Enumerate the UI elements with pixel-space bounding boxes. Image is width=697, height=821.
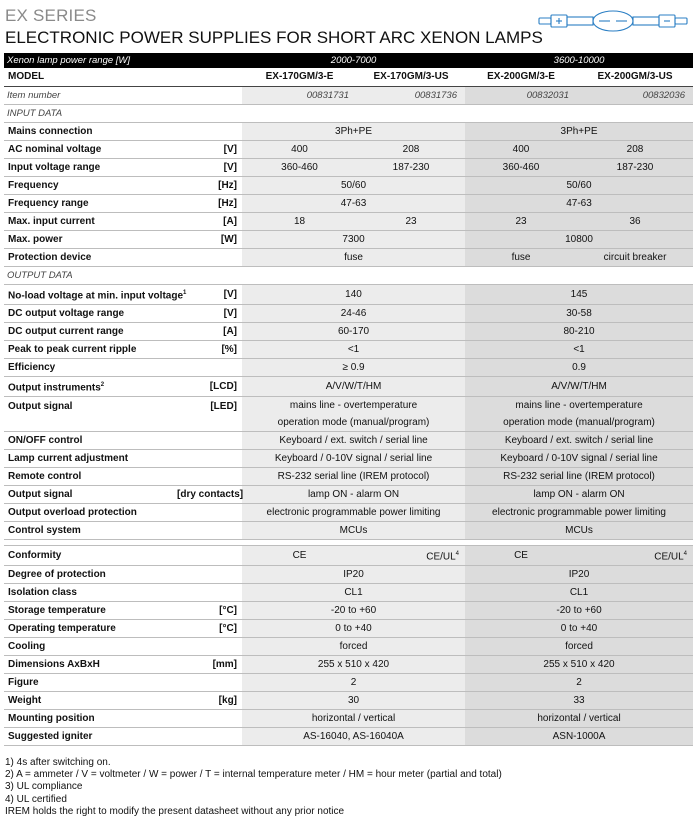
row-unit — [174, 522, 242, 540]
footnote-3: 3) UL compliance — [5, 781, 83, 793]
row-unit: [Hz] — [174, 176, 242, 194]
spec-table — [4, 53, 693, 746]
row-label: ON/OFF control — [4, 432, 174, 450]
cell-group1: ≥ 0.9 — [242, 358, 465, 376]
table-row — [4, 432, 693, 450]
row-unit: [A] — [174, 212, 242, 230]
row-unit: [V] — [174, 158, 242, 176]
cell — [357, 546, 465, 566]
cell-group2: MCUs — [465, 522, 693, 540]
cell-group2: 33 — [465, 692, 693, 710]
cell: 400 — [242, 140, 357, 158]
row-label: DC output current range — [4, 322, 174, 340]
table-row — [4, 158, 693, 176]
row-label: Mains connection — [4, 122, 174, 140]
cell-line: operation mode (manual/program) — [503, 417, 655, 429]
table-row — [4, 602, 693, 620]
cell-group2: 0.9 — [465, 358, 693, 376]
cell-group2: A/V/W/T/HM — [465, 376, 693, 396]
footnote-4: 4) UL certified — [5, 793, 67, 805]
cell: 23 — [465, 212, 577, 230]
row-unit — [174, 504, 242, 522]
disclaimer: IREM holds the right to modify the present datasheet without any prior notice — [5, 805, 345, 817]
cell-group1: 60-170 — [242, 322, 465, 340]
row-label: Control system — [4, 522, 174, 540]
cell-group1: 0 to +40 — [242, 620, 465, 638]
table-row — [4, 638, 693, 656]
cell-group1: -20 to +60 — [242, 602, 465, 620]
output-data-heading: OUTPUT DATA — [4, 266, 693, 284]
table-row — [4, 584, 693, 602]
row-label: Dimensions AxBxH — [4, 656, 174, 674]
cell-group1: AS-16040, AS-16040A — [242, 728, 465, 746]
item-number-2: 00831736 — [357, 86, 465, 104]
table-row — [4, 522, 693, 540]
cell-group2: Keyboard / ext. switch / serial line — [465, 432, 693, 450]
footnote-2: 2) A = ammeter / V = voltmeter / W = power / T = internal temperature meter / HM = hour meter (partial and total) — [5, 769, 502, 781]
row-label: Storage temperature — [4, 602, 174, 620]
row-unit — [174, 432, 242, 450]
model-row — [4, 68, 693, 86]
item-number-3: 00832031 — [465, 86, 577, 104]
row-label — [4, 284, 187, 304]
row-label: Suggested igniter — [4, 728, 174, 746]
cell-group1: Keyboard / 0-10V signal / serial line — [242, 450, 465, 468]
table-row — [4, 212, 693, 230]
row-label: Degree of protection — [4, 566, 174, 584]
power-range-label: Xenon lamp power range [W] — [4, 53, 242, 68]
cell: CE — [242, 546, 357, 566]
footnote-1: 1) 4s after switching on. — [5, 757, 111, 768]
cell: 208 — [577, 140, 693, 158]
cell-group1: electronic programmable power limiting — [242, 504, 465, 522]
row-unit — [174, 638, 242, 656]
table-row — [4, 284, 693, 304]
cell-group2: -20 to +60 — [465, 602, 693, 620]
cell-text: CE/UL — [654, 551, 684, 563]
cell-group2: 10800 — [465, 230, 693, 248]
cell-group1: RS-232 serial line (IREM protocol) — [242, 468, 465, 486]
table-row — [4, 230, 693, 248]
series-label: EX SERIES — [5, 6, 97, 25]
row-unit — [174, 450, 242, 468]
cell-group2: forced — [465, 638, 693, 656]
cell-group2: <1 — [465, 340, 693, 358]
row-label: Cooling — [4, 638, 174, 656]
cell-group2: 2 — [465, 674, 693, 692]
cell: circuit breaker — [577, 248, 693, 266]
cell-group1: MCUs — [242, 522, 465, 540]
cell-group1: A/V/W/T/HM — [242, 376, 465, 396]
table-row — [4, 376, 693, 396]
row-unit — [174, 248, 242, 266]
item-number-row — [4, 86, 693, 104]
row-label: Figure — [4, 674, 174, 692]
row-unit: [°C] — [174, 620, 242, 638]
row-label: Remote control — [4, 468, 174, 486]
cell-group1: horizontal / vertical — [242, 710, 465, 728]
cell-group2: lamp ON - alarm ON — [465, 486, 693, 504]
cell: 187-230 — [357, 158, 465, 176]
model-2: EX-170GM/3-US — [357, 68, 465, 86]
cell-group1: 47-63 — [242, 194, 465, 212]
footnote-ref: 4 — [455, 551, 460, 558]
table-row — [4, 304, 693, 322]
row-unit — [174, 468, 242, 486]
row-unit: [V] — [174, 140, 242, 158]
table-row — [4, 728, 693, 746]
row-unit: [LCD] — [174, 376, 242, 396]
footnote-ref: 1 — [183, 289, 187, 296]
row-unit: [mm] — [174, 656, 242, 674]
row-label — [4, 376, 174, 396]
row-unit — [174, 358, 242, 376]
table-row — [4, 486, 693, 504]
cell-group2: 30-58 — [465, 304, 693, 322]
cell-group1: 7300 — [242, 230, 465, 248]
row-label: Isolation class — [4, 584, 174, 602]
cell: 400 — [465, 140, 577, 158]
footnotes — [5, 757, 502, 818]
row-unit: [kg] — [174, 692, 242, 710]
table-row — [4, 340, 693, 358]
footnote-ref: 4 — [683, 551, 688, 558]
row-label: Peak to peak current ripple — [4, 340, 174, 358]
row-unit: [W] — [174, 230, 242, 248]
table-row — [4, 122, 693, 140]
row-label: Frequency range — [4, 194, 174, 212]
row-label: Efficiency — [4, 358, 174, 376]
cell-group1: forced — [242, 638, 465, 656]
row-label: Max. input current — [4, 212, 174, 230]
cell-group1: 2 — [242, 674, 465, 692]
cell-group1: 30 — [242, 692, 465, 710]
xenon-lamp-icon — [538, 9, 689, 33]
row-unit: [LED] — [174, 397, 242, 432]
table-row — [4, 248, 693, 266]
row-label: Protection device — [4, 248, 174, 266]
cell: 360-460 — [465, 158, 577, 176]
table-row — [4, 620, 693, 638]
row-label: Output signal — [4, 397, 174, 432]
table-row — [4, 322, 693, 340]
cell-group2: horizontal / vertical — [465, 710, 693, 728]
cell-line: mains line - overtemperature — [515, 400, 643, 412]
cell-group2: 255 x 510 x 420 — [465, 656, 693, 674]
row-label: Frequency — [4, 176, 174, 194]
row-unit: [A] — [174, 322, 242, 340]
cell-group2: 47-63 — [465, 194, 693, 212]
cell-line: mains line - overtemperature — [289, 400, 418, 412]
cell: 23 — [357, 212, 465, 230]
row-unit — [174, 674, 242, 692]
row-label: AC nominal voltage — [4, 140, 174, 158]
cell-group2: electronic programmable power limiting — [465, 504, 693, 522]
cell-group1: 140 — [242, 284, 465, 304]
cell-group2: 50/60 — [465, 176, 693, 194]
row-label: Lamp current adjustment — [4, 450, 174, 468]
model-3: EX-200GM/3-E — [465, 68, 577, 86]
cell-group2: 80-210 — [465, 322, 693, 340]
row-unit — [174, 584, 242, 602]
cell-group1: 3Ph+PE — [242, 122, 465, 140]
cell: 187-230 — [577, 158, 693, 176]
output-data-section — [4, 266, 693, 284]
table-row — [4, 140, 693, 158]
cell-group1: fuse — [242, 248, 465, 266]
row-label: Weight — [4, 692, 174, 710]
table-row — [4, 656, 693, 674]
model-label: MODEL — [4, 68, 242, 86]
model-1: EX-170GM/3-E — [242, 68, 357, 86]
row-label: Max. power — [4, 230, 174, 248]
cell-group2: 0 to +40 — [465, 620, 693, 638]
row-unit: [%] — [174, 340, 242, 358]
cell: 18 — [242, 212, 357, 230]
table-row — [4, 358, 693, 376]
power-range-row — [4, 53, 693, 68]
row-unit — [174, 710, 242, 728]
cell-group2 — [465, 397, 693, 432]
table-row — [4, 710, 693, 728]
table-row — [4, 468, 693, 486]
row-unit — [174, 546, 242, 566]
row-unit: [dry contacts] — [174, 486, 242, 504]
cell-line: operation mode (manual/program) — [277, 417, 430, 429]
table-row — [4, 176, 693, 194]
cell-group2: 145 — [465, 284, 693, 304]
cell-text: CE/UL — [426, 551, 456, 563]
row-label: Operating temperature — [4, 620, 174, 638]
cell-group1: 50/60 — [242, 176, 465, 194]
row-unit: [V] — [174, 284, 242, 304]
page-title: ELECTRONIC POWER SUPPLIES FOR SHORT ARC XENON LAMPS — [5, 28, 543, 47]
table-row — [4, 546, 693, 566]
cell-group1 — [242, 397, 465, 432]
table-row — [4, 504, 693, 522]
row-label: Output signal — [4, 486, 174, 504]
power-range-group1: 2000-7000 — [242, 53, 465, 68]
row-label: Mounting position — [4, 710, 174, 728]
row-unit — [174, 122, 242, 140]
power-range-group2: 3600-10000 — [465, 53, 693, 68]
table-row — [4, 566, 693, 584]
cell-group1: 24-46 — [242, 304, 465, 322]
item-number-1: 00831731 — [242, 86, 357, 104]
input-data-heading: INPUT DATA — [4, 104, 693, 122]
row-unit — [174, 566, 242, 584]
cell-group2: Keyboard / 0-10V signal / serial line — [465, 450, 693, 468]
cell: 208 — [357, 140, 465, 158]
cell: CE — [465, 546, 577, 566]
table-row — [4, 692, 693, 710]
cell-group1: IP20 — [242, 566, 465, 584]
table-row — [4, 450, 693, 468]
table-row — [4, 397, 693, 432]
cell-group1: lamp ON - alarm ON — [242, 486, 465, 504]
row-label: Input voltage range — [4, 158, 174, 176]
table-row — [4, 674, 693, 692]
cell-group1: CL1 — [242, 584, 465, 602]
row-label: DC output voltage range — [4, 304, 174, 322]
item-number-4: 00832036 — [577, 86, 693, 104]
row-label: Conformity — [4, 546, 174, 566]
label-text: Output instruments — [8, 382, 101, 394]
cell-group2: ASN-1000A — [465, 728, 693, 746]
model-4: EX-200GM/3-US — [577, 68, 693, 86]
row-unit: [°C] — [174, 602, 242, 620]
input-data-section — [4, 104, 693, 122]
row-unit: [V] — [174, 304, 242, 322]
row-label: Output overload protection — [4, 504, 174, 522]
cell: 36 — [577, 212, 693, 230]
table-row — [4, 194, 693, 212]
cell-group2: RS-232 serial line (IREM protocol) — [465, 468, 693, 486]
row-unit: [Hz] — [174, 194, 242, 212]
cell-group2: 3Ph+PE — [465, 122, 693, 140]
cell: 360-460 — [242, 158, 357, 176]
cell-group1: 255 x 510 x 420 — [242, 656, 465, 674]
row-unit — [174, 728, 242, 746]
cell-group2: IP20 — [465, 566, 693, 584]
item-number-label: Item number — [4, 86, 242, 104]
cell-group1: Keyboard / ext. switch / serial line — [242, 432, 465, 450]
cell-group1: <1 — [242, 340, 465, 358]
cell-group2: CL1 — [465, 584, 693, 602]
cell: fuse — [465, 248, 577, 266]
cell — [577, 546, 693, 566]
footnote-ref: 2 — [100, 381, 105, 388]
label-text: No-load voltage at min. input voltage — [8, 289, 184, 301]
